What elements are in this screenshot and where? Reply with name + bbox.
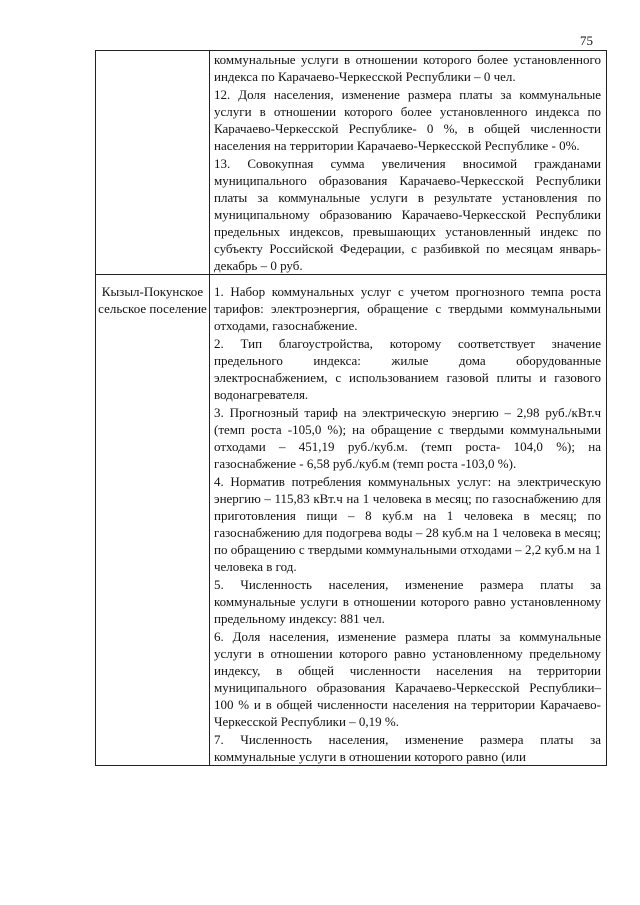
list-item: 13. Совокупная сумма увеличения вносимой гражданами муниципального образования Карачаево-Черкесской Республики платы за коммунальные услуги в результате установления по муниципальному образованию Карачаево-Черкесской Республики предельных индексов, превышающих установленный индекс по субъекту Российской Федерации, с разбивкой по месяцам январь-декабрь – 0 руб.: [214, 156, 601, 273]
region-cell: [96, 275, 210, 766]
list-item: 12. Доля населения, изменение размера платы за коммунальные услуги в отношении которого более установленного индекса по Карачаево-Черкесской Республике- 0 %, в общей численности населения на территории Карачаево-Черкесской Республике - 0%.: [214, 87, 601, 153]
page-number: 75: [580, 33, 593, 48]
table-row: [96, 275, 607, 766]
list-item: 2. Тип благоустройства, которому соответствует значение предельного индекса: жилые дома оборудованные электроснабжением, с использованием газовой плиты и газового водонагревателя.: [214, 336, 601, 402]
indices-table: [95, 50, 607, 766]
details-cell: [210, 51, 607, 275]
list-item: 6. Доля населения, изменение размера платы за коммунальные услуги в отношении которого равно установленному предельному индексу, в общей численности населения на территории муниципального образования Карачаево-Черкесской Республики– 100 % и в общей численности населения на территории Карачаево-Черкесской Республики – 0,19 %.: [214, 629, 601, 729]
list-item: 1. Набор коммунальных услуг с учетом прогнозного темпа роста тарифов: электроэнергия, обращение с твердыми коммунальными отходами, газоснабжение.: [214, 284, 601, 333]
list-item: 5. Численность населения, изменение размера платы за коммунальные услуги в отношении которого равно установленному предельному индексу: 881 чел.: [214, 577, 601, 626]
table-row: [96, 51, 607, 275]
region-name: [96, 51, 209, 59]
region-name: Кызыл-Покунское сельское поселение: [98, 284, 207, 316]
details-cell: [210, 275, 607, 766]
list-item: 4. Норматив потребления коммунальных услуг: на электрическую энергию – 115,83 кВт.ч на 1 человека в месяц; по газоснабжению для приготовления пищи – 8 куб.м на 1 человека в месяц; по газоснабжению для подогрева воды – 28 куб.м на 1 человека в месяц; по обращению с твердыми коммунальными отходами – 2,2 куб.м на 1 человека в год.: [214, 474, 601, 574]
list-item: 3. Прогнозный тариф на электрическую энергию – 2,98 руб./кВт.ч (темп роста -105,0 %); на обращение с твердыми коммунальными отходами – 451,19 руб./куб.м. (темп роста- 104,0 %); на газоснабжение - 6,58 руб./куб.м (темп роста -103,0 %).: [214, 405, 601, 471]
list-item: коммунальные услуги в отношении которого более установленного индекса по Карачаево-Черкесской Республики – 0 чел.: [214, 52, 601, 84]
list-item: 7. Численность населения, изменение размера платы за коммунальные услуги в отношении которого равно (или: [214, 732, 601, 764]
region-cell: [96, 51, 210, 275]
